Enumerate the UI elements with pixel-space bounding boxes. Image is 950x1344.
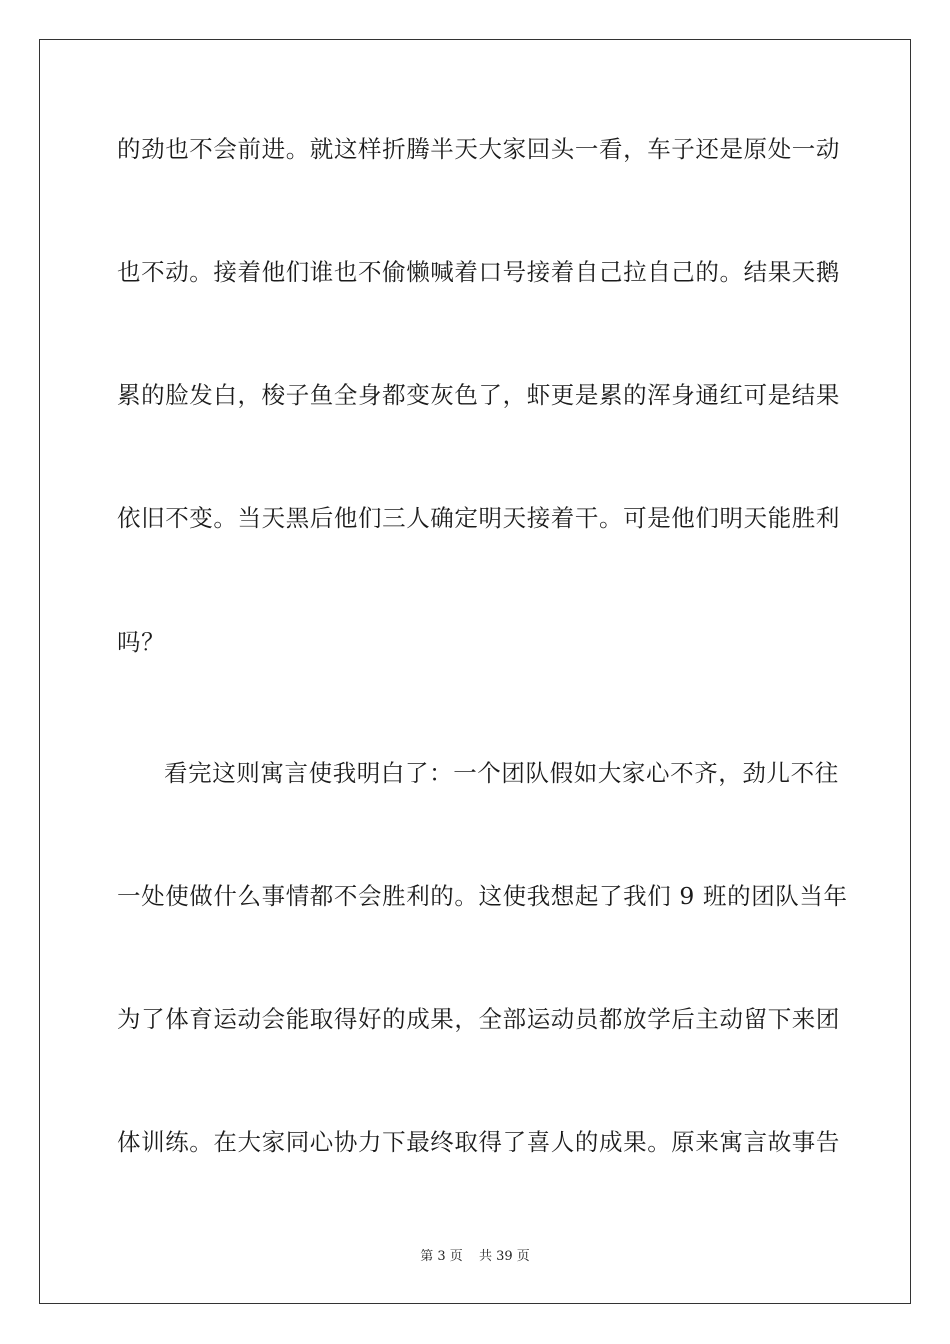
text-line: 也不动。接着他们谁也不偷懒喊着口号接着自己拉自己的。结果天鹅	[117, 258, 840, 286]
text-line: 吗？	[117, 628, 166, 656]
page-footer	[0, 1248, 950, 1266]
text-line: 体训练。在大家同心协力下最终取得了喜人的成果。原来寓言故事告	[117, 1128, 840, 1156]
text-line: 累的脸发白，梭子鱼全身都变灰色了，虾更是累的浑身通红可是结果	[117, 381, 840, 409]
text-line: 的劲也不会前进。就这样折腾半天大家回头一看，车子还是原处一动	[117, 135, 840, 163]
text-line: 依旧不变。当天黑后他们三人确定明天接着干。可是他们明天能胜利	[117, 504, 840, 532]
paragraph-first-line: 看完这则寓言使我明白了：一个团队假如大家心不齐，劲儿不往	[164, 759, 839, 787]
page-border	[39, 39, 911, 1304]
page-total: 共 39 页	[478, 1249, 530, 1264]
text-line: 一处使做什么事情都不会胜利的。这使我想起了我们 9 班的团队当年	[117, 882, 848, 910]
page-number: 第 3 页	[420, 1249, 463, 1264]
text-line: 为了体育运动会能取得好的成果，全部运动员都放学后主动留下来团	[117, 1005, 840, 1033]
